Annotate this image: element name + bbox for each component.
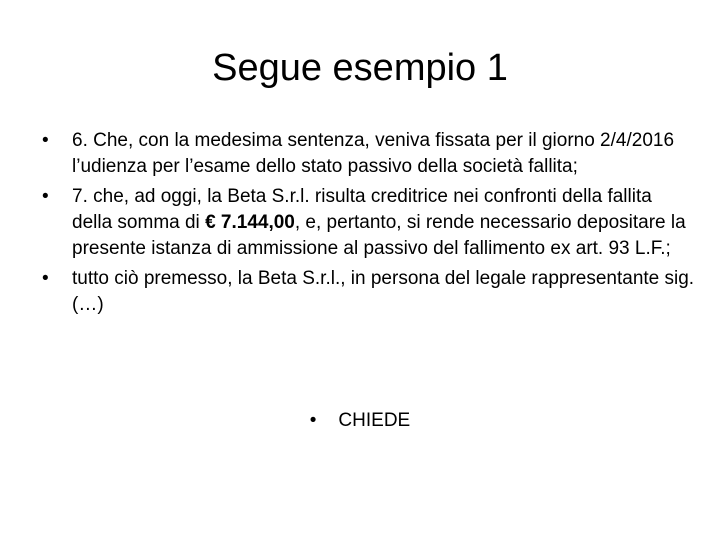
bullet-item-2: [36, 184, 696, 262]
closing-text: CHIEDE: [338, 410, 411, 431]
bullet-icon: •: [309, 410, 317, 431]
bullet-icon: •: [42, 186, 49, 207]
bullet-item-1: [36, 128, 696, 180]
closing-line: [0, 408, 720, 434]
bullet-item-3: [36, 266, 696, 318]
slide-title: Segue esempio 1: [212, 47, 508, 89]
bullet-list: [36, 128, 696, 322]
bullet-icon: •: [42, 268, 49, 289]
bullet-text: tutto ciò premesso, la Beta S.r.l., in persona del legale rappresentante sig. (…): [72, 268, 695, 315]
bullet-amount: € 7.144,00: [205, 212, 295, 233]
bullet-text-before: 7. che, ad oggi, la Beta S.r.l. risulta creditrice nei confronti della fallita della somma di: [72, 186, 652, 233]
bullet-icon: •: [42, 130, 49, 151]
bullet-text-after: , e, pertanto, si rende necessario depositare la presente istanza di ammissione al passivo del fallimento ex art. 93 L.F.;: [72, 212, 686, 259]
bullet-text: 6. Che, con la medesima sentenza, veniva fissata per il giorno 2/4/2016 l’udienza per l’esame dello stato passivo della società fallita;: [72, 130, 675, 177]
